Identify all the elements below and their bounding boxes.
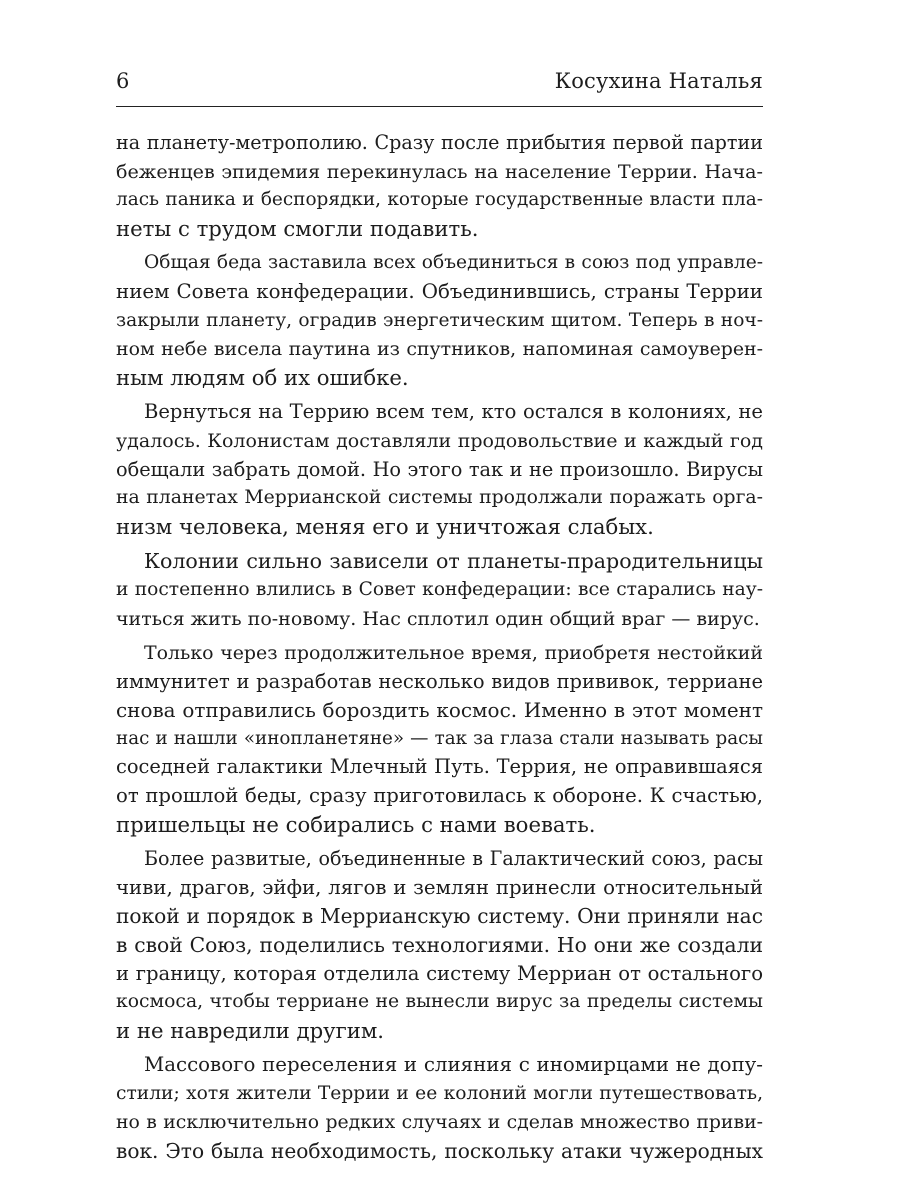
- text-line: ном небе висела паутина из спутников, напоминая самоуверен-: [116, 338, 763, 361]
- paragraph: [116, 639, 763, 839]
- text-line: Более развитые, объединенные в Галактический союз, расы: [144, 847, 763, 871]
- body-text: [116, 129, 763, 1172]
- text-line: Массового переселения и слияния с иномирцами не допу-: [144, 1053, 763, 1077]
- text-line: нас и нашли «инопланетяне» — так за глаза стали называть расы: [116, 727, 763, 749]
- text-line: Колонии сильно зависели от планеты-прародительницы: [144, 549, 763, 574]
- text-line: на планетах Меррианской системы продолжали поражать орга-: [116, 487, 763, 509]
- text-line: покой и порядок в Меррианскую систему. Они приняли нас: [116, 904, 763, 929]
- paragraph: [116, 1051, 763, 1165]
- text-line: и границу, которая отделила систему Мерриан от остального: [116, 961, 763, 985]
- text-line: пришельцы не собирались с нами воевать.: [116, 811, 596, 837]
- text-line: космоса, чтобы терриане не вынесли вирус за пределы системы: [116, 991, 763, 1013]
- text-line: вок. Это была необходимость, поскольку атаки чужеродных: [116, 1139, 763, 1164]
- text-line: лась паника и беспорядки, которые государственные власти пла-: [116, 189, 763, 211]
- text-line: Только через продолжительное время, приобретя нестойкий: [144, 642, 763, 665]
- paragraph: [116, 547, 763, 633]
- text-line: стили; хотя жители Террии и ее колоний могли путешествовать,: [116, 1083, 763, 1104]
- text-line: чиви, драгов, эйфи, лягов и землян принесли относительный: [116, 875, 763, 899]
- page-number: 6: [116, 69, 130, 93]
- text-line: Вернуться на Террию всем тем, кто остался в колониях, не: [144, 400, 763, 424]
- author-name: Косухина Наталья: [554, 69, 763, 93]
- text-line: неты с трудом смогли подавить.: [116, 215, 479, 241]
- text-line: читься жить по-новому. Нас сплотил один общий враг — вирус.: [116, 607, 760, 630]
- text-line: в свой Союз, поделились технологиями. Но они же создали: [116, 933, 763, 958]
- paragraph: [116, 129, 763, 243]
- text-line: нием Совета конфедерации. Объединившись, страны Террии: [116, 279, 763, 303]
- text-line: от прошлой беды, сразу приготовилась к обороне. К счастью,: [116, 784, 763, 808]
- text-line: снова отправились бороздить космос. Именно в этот момент: [116, 698, 763, 723]
- text-line: удалось. Колонистам доставляли продовольствие и каждый год: [116, 429, 763, 452]
- paragraph: [116, 845, 763, 1045]
- text-line: ным людям об их ошибке.: [116, 364, 409, 390]
- text-line: иммунитет и разработав несколько видов прививок, терриане: [116, 669, 763, 693]
- text-line: соседней галактики Млечный Путь. Террия, не оправившаяся: [116, 755, 763, 779]
- paragraph: [116, 249, 763, 392]
- paragraph: [116, 398, 763, 541]
- text-line: закрыли планету, оградив энергетическим щитом. Теперь в ноч-: [116, 309, 763, 331]
- text-line: беженцев эпидемия перекинулась на население Террии. Нача-: [116, 159, 763, 183]
- running-header: [116, 66, 763, 107]
- text-line: Общая беда заставила всех объединиться в союз под управле-: [144, 252, 763, 274]
- text-line: обещали забрать домой. Но этого так и не произошло. Вирусы: [116, 457, 763, 481]
- text-line: на планету-метрополию. Сразу после прибытия первой партии: [116, 131, 763, 154]
- text-line: но в исключительно редких случаях и сделав множество приви-: [116, 1111, 763, 1133]
- text-line: и постепенно влились в Совет конфедерации: все старались нау-: [116, 578, 763, 600]
- text-line: и не навредили другим.: [116, 1017, 385, 1043]
- text-line: низм человека, меняя его и уничтожая слабых.: [116, 513, 654, 539]
